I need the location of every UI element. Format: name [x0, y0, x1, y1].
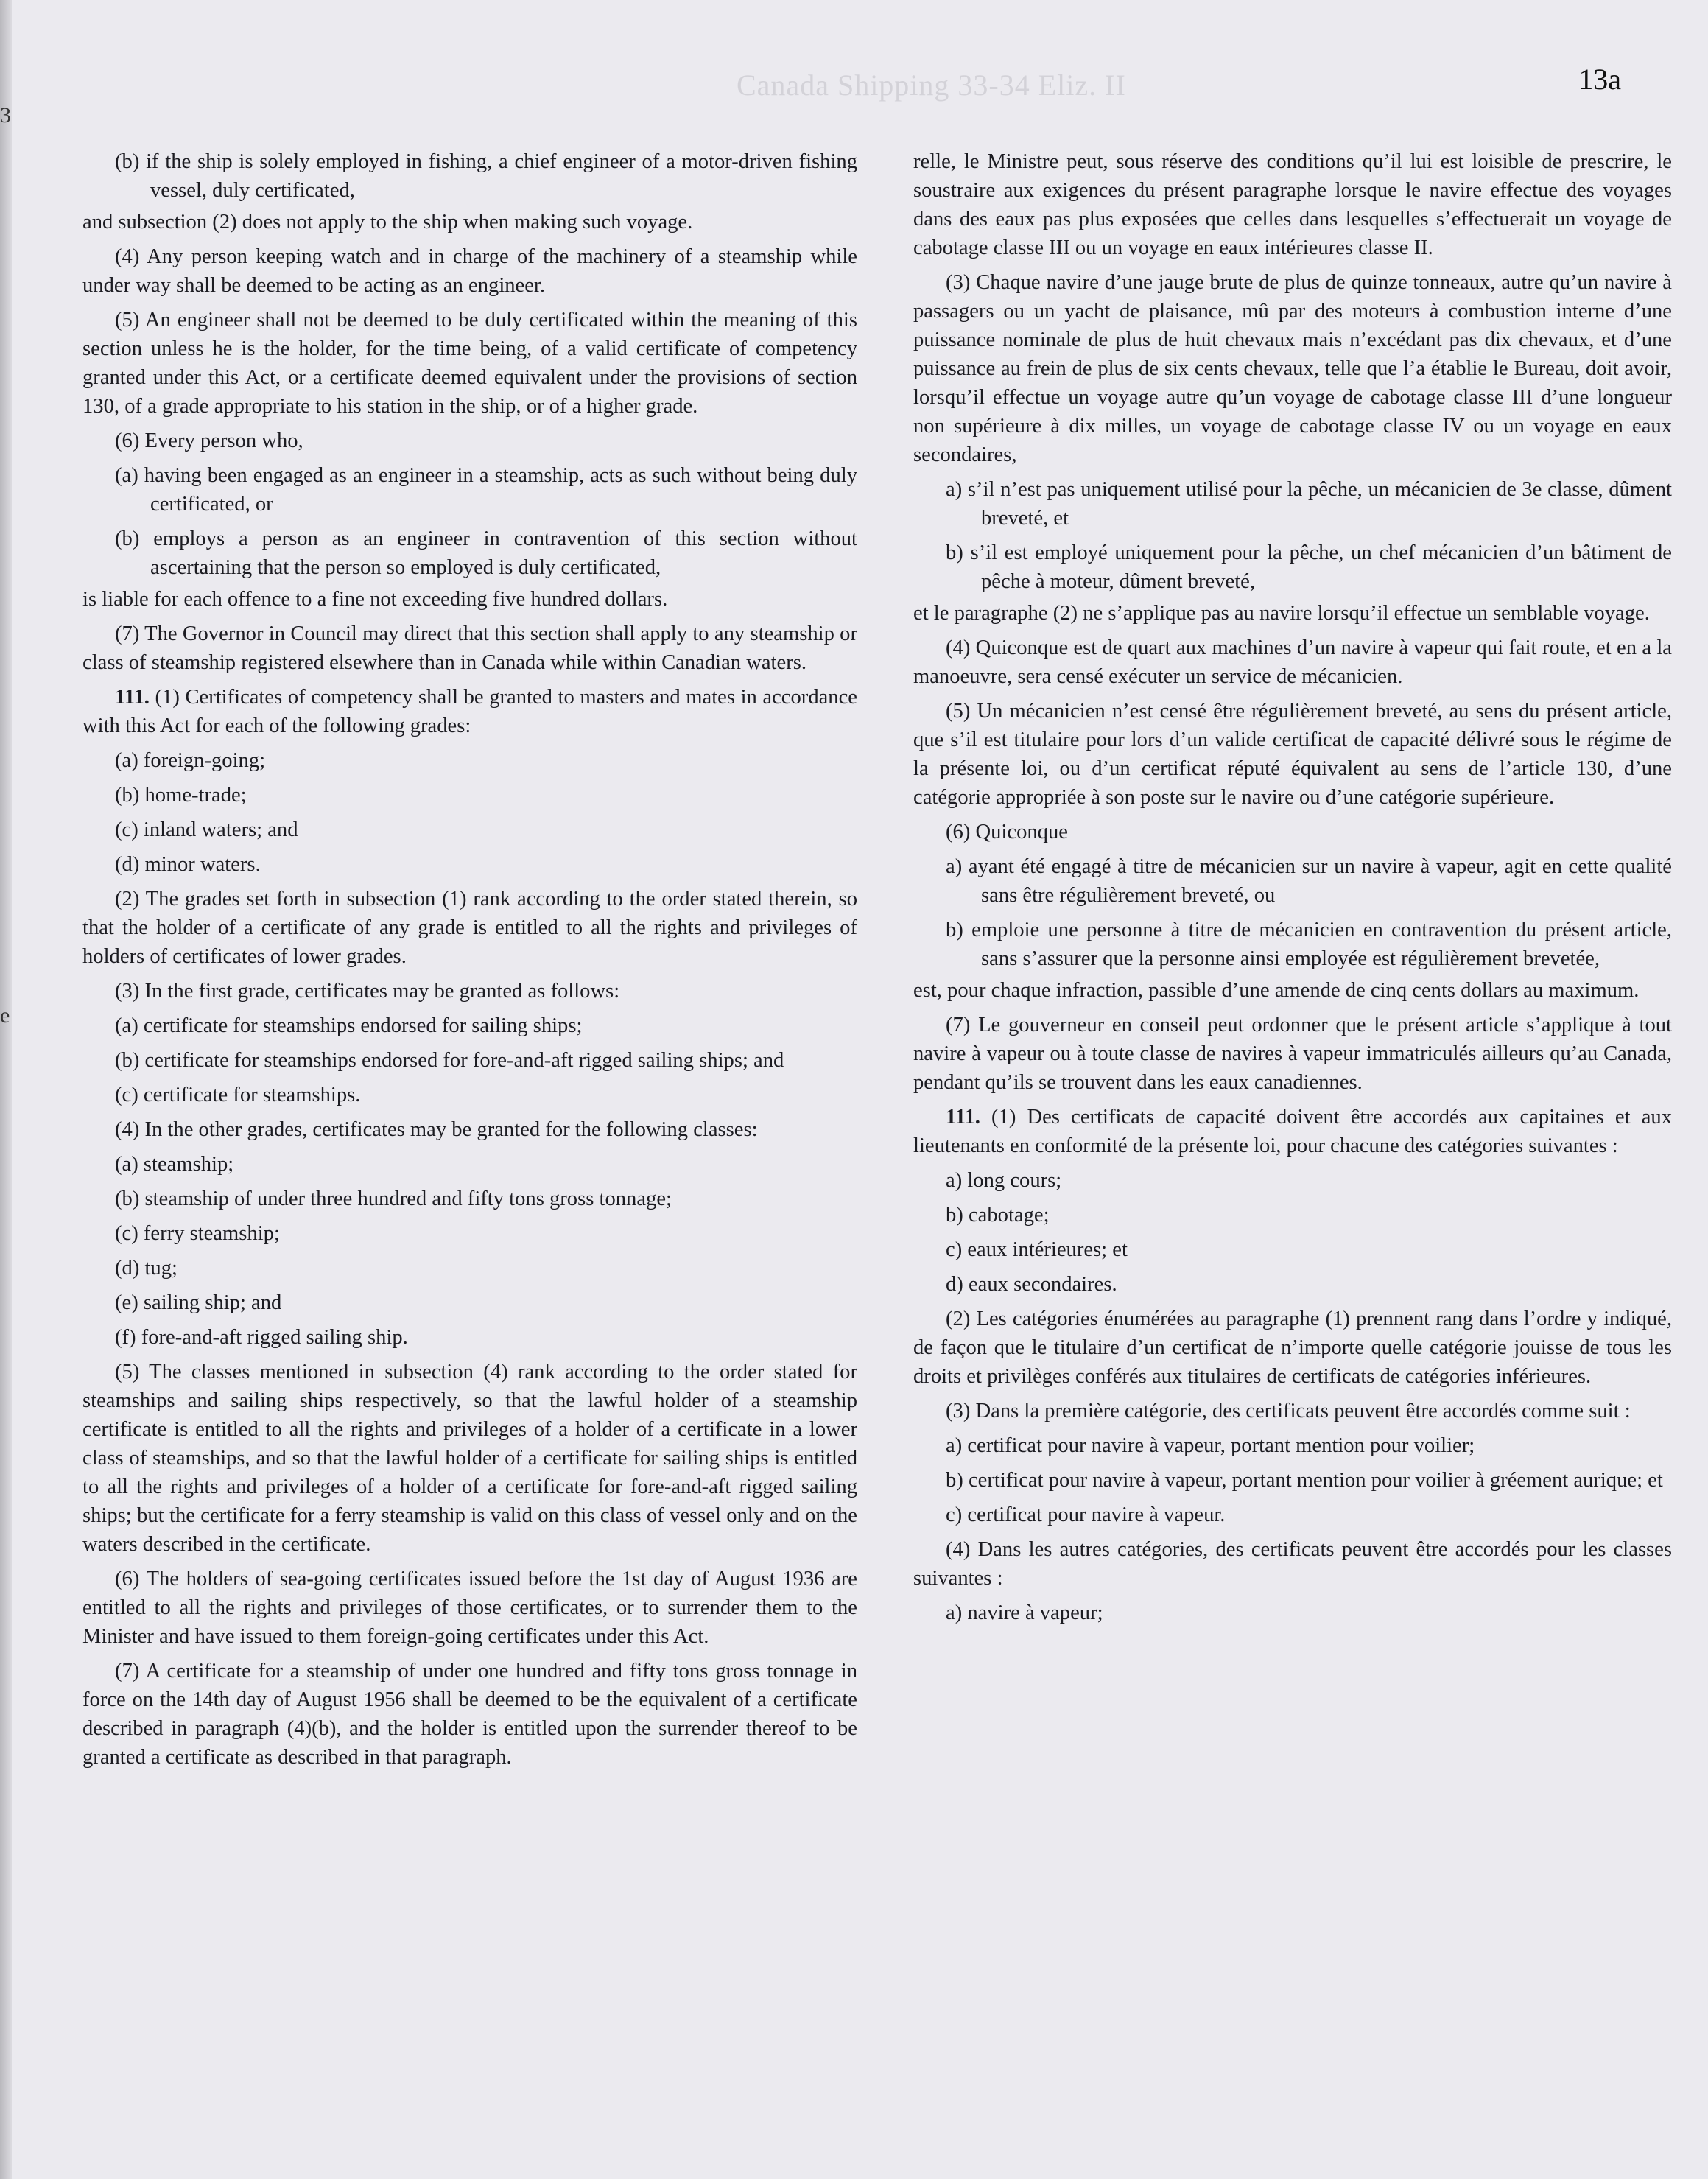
paragraph-text: (4) Any person keeping watch and in charge of the machinery of a steamship while under way shall be deemed to be acting as an engineer.	[82, 245, 857, 297]
paragraph	[913, 1305, 1672, 1391]
paragraph-text: (3) Dans la première catégorie, des certificats peuvent être accordés comme suit :	[946, 1400, 1631, 1422]
paragraph-text: (a) steamship;	[115, 1153, 234, 1176]
paragraph-text: a) certificat pour navire à vapeur, portant mention pour voilier;	[946, 1434, 1475, 1457]
paragraph-text: b) certificat pour navire à vapeur, portant mention pour voilier à gréement aurique; et	[946, 1469, 1663, 1492]
paragraph	[913, 697, 1672, 812]
list-item	[82, 1254, 857, 1283]
paragraph-text: b) s’il est employé uniquement pour la pêche, un chef mécanicien d’un bâtiment de pêche à moteur, dûment breveté,	[946, 541, 1672, 593]
section-number: 111.	[946, 1106, 980, 1129]
list-item	[82, 1185, 857, 1213]
paragraph-text: (c) certificate for steamships.	[115, 1084, 361, 1106]
list-item	[913, 475, 1672, 533]
paragraph-text: (b) steamship of under three hundred and fifty tons gross tonnage;	[115, 1187, 672, 1210]
paragraph-text: b) cabotage;	[946, 1204, 1050, 1227]
paragraph-text: (6) Quiconque	[946, 821, 1068, 843]
paragraph-text: c) eaux intérieures; et	[946, 1238, 1128, 1261]
paragraph-text: (a) having been engaged as an engineer in a steamship, acts as such without being duly certificated, or	[115, 464, 857, 516]
paragraph-text: b) emploie une personne à titre de mécanicien en contravention du présent article, sans s’assurer que la personne ainsi employée est régulièrement brevetée,	[946, 919, 1672, 970]
paragraph-text: and subsection (2) does not apply to the ship when making such voyage.	[82, 211, 693, 234]
paragraph-text: (7) The Governor in Council may direct that this section shall apply to any steamship or class of steamship registered elsewhere than in Canada while within Canadian waters.	[82, 622, 857, 674]
paragraph-text: c) certificat pour navire à vapeur.	[946, 1503, 1226, 1526]
paragraph	[913, 818, 1672, 846]
paragraph-text: (7) Le gouverneur en conseil peut ordonner que le présent article s’applique à tout navire à vapeur ou à toute classe de navires à vapeur immatriculés ailleurs qu’au Canada, pendant qu’ils se trouvent dans les eaux canadiennes.	[913, 1014, 1672, 1094]
list-item	[82, 1046, 857, 1075]
list-item	[82, 1081, 857, 1109]
paragraph-text: d) eaux secondaires.	[946, 1273, 1117, 1296]
paragraph	[913, 1103, 1672, 1160]
paragraph	[913, 599, 1672, 628]
paragraph	[82, 585, 857, 614]
paragraph-text: (7) A certificate for a steamship of under one hundred and fifty tons gross tonnage in force on the 14th day of August 1956 shall be deemed to be the equivalent of a certificate described in paragraph (4)(b), and the holder is entitled upon the surrender thereof to be granted a certificate as described in that paragraph.	[82, 1660, 857, 1769]
list-item	[913, 1201, 1672, 1229]
page-number: 13a	[1578, 63, 1621, 96]
paragraph	[82, 1115, 857, 1144]
paragraph-text: relle, le Ministre peut, sous réserve des conditions qu’il lui est loisible de prescrire, le soustraire aux exigences du présent paragraphe lorsque le navire effectue des voyages dans des eaux pas plus exposées que celles dans lesquelles s’effectuerait un voyage de cabotage classe III ou un voyage en eaux intérieures classe II.	[913, 150, 1672, 259]
paragraph-text: (b) if the ship is solely employed in fishing, a chief engineer of a motor-driven fishing vessel, duly certificated,	[115, 150, 857, 202]
paragraph-text: (e) sailing ship; and	[115, 1291, 282, 1314]
paragraph-text: (c) ferry steamship;	[115, 1222, 280, 1245]
paragraph-text: (2) The grades set forth in subsection (1) rank according to the order stated therein, so that the holder of a certificate of any grade is entitled to all the rights and privileges of holders of certificates of lower grades.	[82, 888, 857, 968]
paragraph-text: a) s’il n’est pas uniquement utilisé pour la pêche, un mécanicien de 3e classe, dûment breveté, et	[946, 478, 1672, 530]
paragraph	[82, 427, 857, 455]
french-column	[913, 147, 1672, 1633]
list-item	[82, 850, 857, 879]
paragraph-text: (2) Les catégories énumérées au paragraphe (1) prennent rang dans l’ordre y indiqué, de façon que le titulaire d’un certificat de n’importe quelle catégorie jouisse de tous les droits et privilèges conférés aux titulaires de certificats de catégories inférieures.	[913, 1308, 1672, 1388]
paragraph-text: (5) Un mécanicien n’est censé être régulièrement breveté, au sens du présent article, que s’il est titulaire pour lors d’un valide certificat de capacité délivré sous le régime de la présente loi, ou d’un certificat réputé équivalent au sens de l’article 130, d’une catégorie appropriée à son poste sur le navire ou d’une catégorie supérieure.	[913, 700, 1672, 809]
paragraph-text: (1) Des certificats de capacité doivent être accordés aux capitaines et aux lieutenants en conformité de la présente loi, pour chacune des catégories suivantes :	[913, 1106, 1672, 1157]
paragraph	[82, 683, 857, 740]
paragraph-text: (b) home-trade;	[115, 784, 247, 807]
bleed-through-header: Canada Shipping 33-34 Eliz. II	[737, 69, 1126, 102]
list-item	[913, 1501, 1672, 1529]
list-item	[82, 524, 857, 582]
paragraph-text: (1) Certificates of competency shall be granted to masters and mates in accordance with this Act for each of the following grades:	[82, 686, 857, 737]
paragraph-text: (d) minor waters.	[115, 853, 261, 876]
list-item	[913, 538, 1672, 596]
list-item	[82, 1323, 857, 1352]
paragraph-text: a) long cours;	[946, 1169, 1062, 1192]
list-item	[913, 1466, 1672, 1495]
list-item	[82, 1219, 857, 1248]
list-item	[82, 815, 857, 844]
paragraph	[913, 1011, 1672, 1097]
paragraph-text: (5) The classes mentioned in subsection (4) rank according to the order stated for steamships and sailing ships respectively, so that the lawful holder of a steamship certificate is entitled to all the rights and privileges of a holder of a certificate in a lower class of steamships, and so that the lawful holder of a certificate for sailing ships is entitled to all the rights and privileges of a holder of a certificate for fore-and-aft rigged sailing ships; but the certificate for a ferry steamship is valid on this class of vessel only and on the waters described in the certificate.	[82, 1361, 857, 1556]
paragraph	[82, 620, 857, 677]
paragraph	[82, 977, 857, 1006]
english-column	[82, 147, 857, 1778]
list-item	[82, 1288, 857, 1317]
paragraph-text: (3) Chaque navire d’une jauge brute de plus de quinze tonneaux, autre qu’un navire à passagers ou un yacht de plaisance, mû par des moteurs à combustion interne d’une puissance nominale de plus de huit chevaux mais n’excédant pas dix chevaux, et d’une puissance au frein de plus de six cents chevaux, telle que l’a établie le Bureau, doit avoir, lorsqu’il effectue un voyage autre qu’un voyage de cabotage classe III d’une longueur non supérieure à dix milles, un voyage de cabotage classe IV ou un voyage en eaux secondaires,	[913, 271, 1672, 466]
paragraph	[913, 634, 1672, 691]
paragraph-text: (6) The holders of sea-going certificates issued before the 1st day of August 1936 are entitled to all the rights and privileges of those certificates, or to surrender them to the Minister and have issued to them foreign-going certificates under this Act.	[82, 1568, 857, 1648]
paragraph	[913, 1397, 1672, 1425]
paragraph-text: et le paragraphe (2) ne s’applique pas au navire lorsqu’il effectue un semblable voyage.	[913, 602, 1650, 625]
paragraph	[82, 208, 857, 236]
list-item	[82, 147, 857, 205]
paragraph	[82, 885, 857, 971]
paragraph	[82, 1358, 857, 1559]
paragraph-text: (d) tug;	[115, 1257, 178, 1280]
paragraph-text: est, pour chaque infraction, passible d’une amende de cinq cents dollars au maximum.	[913, 979, 1640, 1002]
list-item	[913, 852, 1672, 910]
paragraph	[82, 1657, 857, 1772]
list-item	[82, 461, 857, 519]
paragraph	[913, 268, 1672, 469]
section-number: 111.	[115, 686, 150, 709]
paragraph-text: (a) certificate for steamships endorsed for sailing ships;	[115, 1014, 583, 1037]
list-item	[82, 781, 857, 810]
paragraph-text: (b) certificate for steamships endorsed for fore-and-aft rigged sailing ships; and	[115, 1049, 784, 1072]
paragraph-text: a) navire à vapeur;	[946, 1601, 1103, 1624]
list-item	[82, 746, 857, 775]
paragraph	[82, 306, 857, 421]
list-item	[913, 916, 1672, 973]
list-item	[82, 1011, 857, 1040]
paragraph-text: (4) Dans les autres catégories, des certificats peuvent être accordés pour les classes suivantes :	[913, 1538, 1672, 1590]
margin-mark: e	[0, 1003, 10, 1028]
paragraph	[82, 242, 857, 300]
paragraph-text: (4) Quiconque est de quart aux machines d’un navire à vapeur qui fait route, et en a la manoeuvre, sera censé exécuter un service de mécanicien.	[913, 636, 1672, 688]
paragraph	[913, 976, 1672, 1005]
paragraph-text: a) ayant été engagé à titre de mécanicien sur un navire à vapeur, agit en cette qualité sans être régulièrement breveté, ou	[946, 855, 1672, 907]
paragraph-text: (c) inland waters; and	[115, 818, 298, 841]
list-item	[82, 1150, 857, 1179]
paragraph-text: is liable for each offence to a fine not exceeding five hundred dollars.	[82, 588, 668, 611]
paragraph-text: (a) foreign-going;	[115, 749, 266, 772]
paragraph-text: (4) In the other grades, certificates may be granted for the following classes:	[115, 1118, 758, 1141]
paragraph-text: (3) In the first grade, certificates may be granted as follows:	[115, 980, 620, 1003]
list-item	[913, 1270, 1672, 1299]
paragraph-text: (f) fore-and-aft rigged sailing ship.	[115, 1326, 408, 1349]
page-binding-edge	[0, 0, 12, 2179]
list-item	[913, 1235, 1672, 1264]
list-item	[913, 1166, 1672, 1195]
paragraph	[913, 147, 1672, 262]
list-item	[913, 1431, 1672, 1460]
paragraph	[913, 1535, 1672, 1593]
paragraph-text: (5) An engineer shall not be deemed to be duly certificated within the meaning of this section unless he is the holder, for the time being, of a valid certificate of competency granted under this Act, or a certificate deemed equivalent under the provisions of section 130, of a grade appropriate to his station in the ship, or of a higher grade.	[82, 309, 857, 418]
list-item	[913, 1599, 1672, 1627]
paragraph-text: (b) employs a person as an engineer in contravention of this section without ascertaining that the person so employed is duly certificated,	[115, 527, 857, 579]
paragraph	[82, 1565, 857, 1651]
margin-mark: 3	[0, 103, 11, 127]
paragraph-text: (6) Every person who,	[115, 429, 303, 452]
